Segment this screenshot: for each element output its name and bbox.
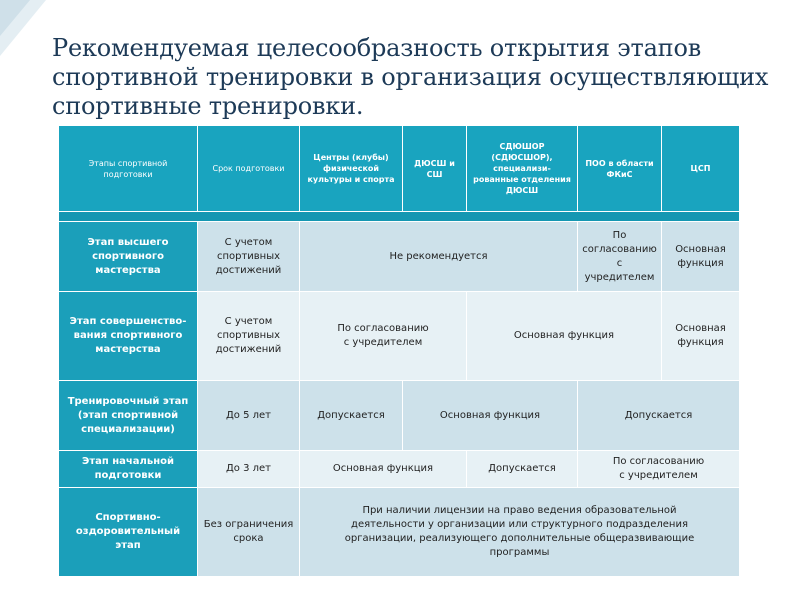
duration-cell: С учетом спортивных достижений (198, 222, 300, 292)
table-cell: При наличии лицензии на право ведения образовательной деятельности у организации или структурного подразделения организации, реализующего дополнительные общеразвивающие программы (300, 488, 740, 577)
header-row (59, 126, 740, 212)
table-cell: Допускается (467, 451, 578, 488)
duration-cell: Без ограничения срока (198, 488, 300, 577)
duration-cell: С учетом спортивных достижений (198, 292, 300, 381)
table-cell: По согласованию с учредителем (300, 292, 467, 381)
table-row (59, 292, 740, 381)
header-csp: ЦСП (662, 126, 740, 212)
corner-decoration (0, 0, 50, 60)
header-dyussh: ДЮСШ и СШ (403, 126, 467, 212)
header-sdyushor: СДЮШОР (СДЮСШОР), специализи-рованные отделения ДЮСШ (467, 126, 578, 212)
table-row (59, 488, 740, 577)
header-fitness-centers: Центры (клубы) физической культуры и спорта (300, 126, 403, 212)
table-cell: Основная функция (300, 451, 467, 488)
slide-title: Рекомендуемая целесообразность открытия этапов спортивной тренировки в организация осуществляющих спортивные тренировки. (52, 34, 769, 120)
table-cell: Основная функция (403, 381, 578, 451)
table-row (59, 381, 740, 451)
stage-label: Этап совершенство-вания спортивного мастерства (59, 292, 198, 381)
table-cell: Основная функция (662, 292, 740, 381)
header-poo: ПОО в области ФКиС (578, 126, 662, 212)
table-cell: По согласованию с учредителем (578, 451, 740, 488)
table-row (59, 451, 740, 488)
table-cell: Допускается (578, 381, 740, 451)
duration-cell: До 5 лет (198, 381, 300, 451)
table-row (59, 222, 740, 292)
table-cell: Допускается (300, 381, 403, 451)
header-separator (59, 212, 740, 222)
stage-label: Тренировочный этап (этап спортивной специализации) (59, 381, 198, 451)
stage-label: Спортивно-оздоровительный этап (59, 488, 198, 577)
table-cell: Основная функция (467, 292, 662, 381)
stage-label: Этап начальной подготовки (59, 451, 198, 488)
table-cell: Основная функция (662, 222, 740, 292)
stages-table (59, 126, 740, 577)
header-duration: Срок подготовки (198, 126, 300, 212)
table-cell: Не рекомендуется (300, 222, 578, 292)
duration-cell: До 3 лет (198, 451, 300, 488)
header-stages: Этапы спортивной подготовки (59, 126, 198, 212)
table-cell: По согласованию с учредителем (578, 222, 662, 292)
stage-label: Этап высшего спортивного мастерства (59, 222, 198, 292)
